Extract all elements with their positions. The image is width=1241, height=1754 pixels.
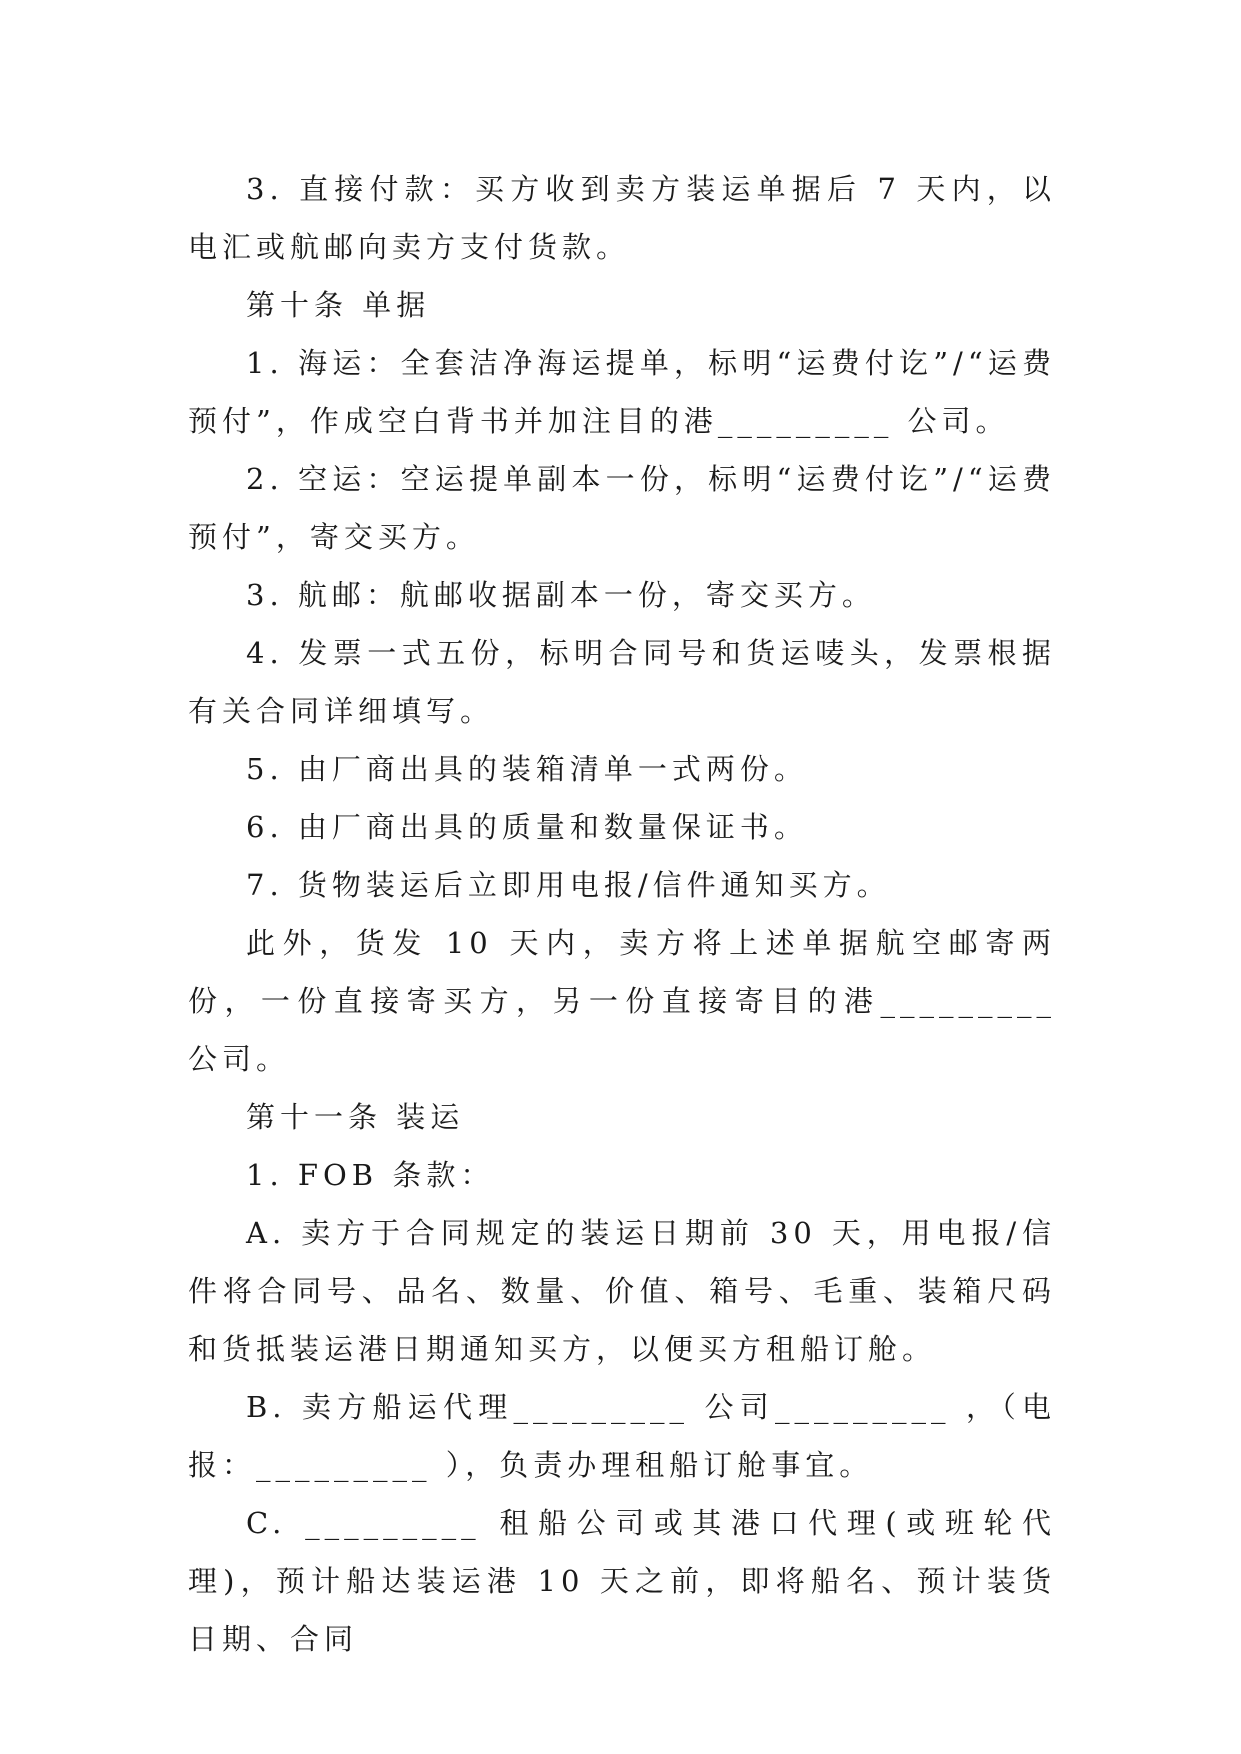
- paragraph-fob-a: A. 卖方于合同规定的装运日期前 30 天，用电报/信件将合同号、品名、数量、价值、箱号、毛重、装箱尺码和货抵装运港日期通知买方，以便买方租船订舱。: [188, 1216, 1056, 1366]
- article-11-heading: 第十一条 装运: [246, 1100, 465, 1134]
- article-10-heading: 第十条 单据: [246, 288, 431, 322]
- paragraph-fob-c: C. _________ 租船公司或其港口代理(或班轮代理)，预计船达装运港 10 天之前，即将船名、预计装货日期、合同: [188, 1506, 1056, 1656]
- paragraph-additional-mailing: 此外，货发 10 天内，卖方将上述单据航空邮寄两份，一份直接寄买方，另一份直接寄目的港_________ 公司。: [188, 926, 1056, 1076]
- paragraph-direct-payment: 3. 直接付款：买方收到卖方装运单据后 7 天内，以电汇或航邮向卖方支付货款。: [188, 172, 1056, 264]
- document-body: [188, 160, 1056, 1668]
- paragraph-shipment-notice: 7. 货物装运后立即用电报/信件通知买方。: [246, 868, 891, 902]
- paragraph-fob-b: B. 卖方船运代理_________ 公司_________ ，（电报：_________ ），负责办理租船订舱事宜。: [188, 1390, 1056, 1482]
- paragraph-packing-list: 5. 由厂商出具的装箱清单一式两份。: [246, 752, 808, 786]
- paragraph-invoice: 4. 发票一式五份，标明合同号和货运唛头，发票根据有关合同详细填写。: [188, 636, 1056, 728]
- paragraph-air-transport: 2. 空运：空运提单副本一份，标明“运费付讫”/“运费预付”，寄交买方。: [188, 462, 1056, 554]
- paragraph-quality-certificate: 6. 由厂商出具的质量和数量保证书。: [246, 810, 808, 844]
- paragraph-sea-transport: 1. 海运：全套洁净海运提单，标明“运费付讫”/“运费预付”，作成空白背书并加注目的港_________ 公司。: [188, 346, 1056, 438]
- paragraph-fob-terms: 1. FOB 条款：: [246, 1158, 495, 1192]
- paragraph-air-mail: 3. 航邮：航邮收据副本一份，寄交买方。: [246, 578, 876, 612]
